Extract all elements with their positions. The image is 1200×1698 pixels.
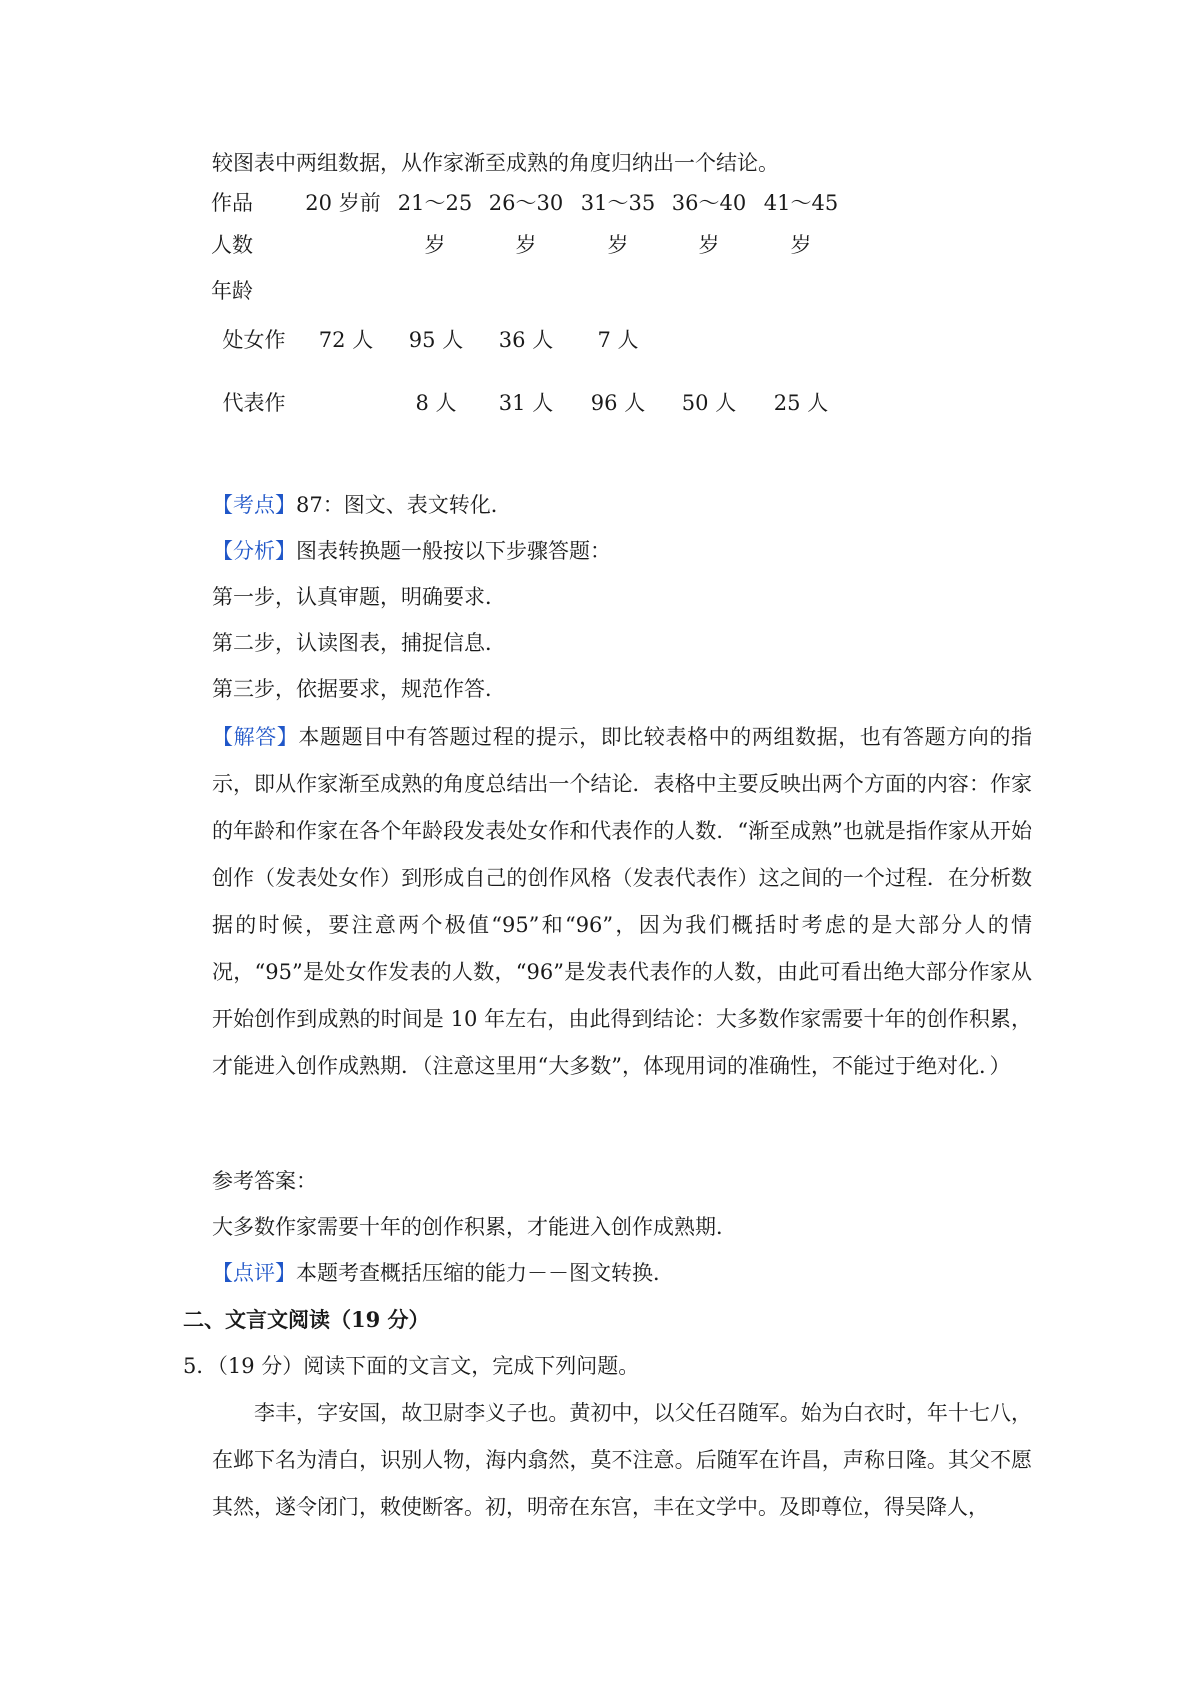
age-group-header: 31～35 [580, 191, 656, 215]
table-cell: 8 人 [415, 391, 457, 415]
classical-passage: 李丰，字安国，故卫尉李义子也。黄初中，以父任召随军。始为白衣时，年十七八，在邺下名为清白，识别人物，海内翕然，莫不注意。后随军在许昌，声称日隆。其父不愿其然，遂令闭门，敕使断客。初，明帝在东宫，丰在文学中。及即尊位，得吴降人， [212, 1401, 1032, 1519]
section-heading: 二、文言文阅读（19 分） [183, 1307, 430, 1332]
dianping-text: 本题考查概括压缩的能力－－图文转换． [296, 1261, 674, 1285]
table-cell: 25 人 [773, 391, 829, 415]
fenxi-line [212, 536, 1032, 566]
row-label-masterpiece: 代表作 [222, 391, 286, 415]
corner-label-count: 人数 [211, 233, 253, 257]
kaodian-tag: 【考点】 [212, 493, 296, 517]
age-group-header: 36～40 [671, 191, 747, 215]
intro-text: 较图表中两组数据，从作家渐至成熟的角度归纳出一个结论。 [212, 151, 779, 175]
step-3: 第三步，依据要求，规范作答． [212, 677, 506, 701]
age-group-unit: 岁 [607, 233, 629, 257]
table-cell: 36 人 [498, 328, 554, 352]
table-cell: 7 人 [597, 328, 639, 352]
jieda-tag: 【解答】 [212, 725, 299, 749]
fenxi-tag: 【分析】 [212, 539, 296, 563]
dianping-line [212, 1258, 1032, 1288]
table-cell: 50 人 [681, 391, 737, 415]
reference-label: 参考答案： [212, 1169, 317, 1193]
table-cell: 95 人 [408, 328, 464, 352]
step-2: 第二步，认读图表，捕捉信息． [212, 631, 506, 655]
age-group-header: 20 岁前 [305, 191, 381, 215]
table-cell: 72 人 [318, 328, 374, 352]
fenxi-text: 图表转换题一般按以下步骤答题： [296, 539, 611, 563]
corner-label-age: 年龄 [211, 279, 253, 303]
age-group-header: 26～30 [488, 191, 564, 215]
step-1: 第一步，认真审题，明确要求． [212, 585, 506, 609]
row-label-debut: 处女作 [222, 328, 286, 352]
table-cell: 96 人 [590, 391, 646, 415]
age-group-header: 21～25 [397, 191, 473, 215]
age-group-header: 41～45 [763, 191, 839, 215]
table-cell: 31 人 [498, 391, 554, 415]
age-group-unit: 岁 [424, 233, 446, 257]
kaodian-text: 87：图文、表文转化． [296, 493, 512, 517]
jieda-paragraph [212, 714, 1032, 1144]
corner-label-works: 作品 [211, 191, 253, 215]
jieda-text: 本题题目中有答题过程的提示，即比较表格中的两组数据，也有答题方向的指示，即从作家渐至成熟的角度总结出一个结论．表格中主要反映出两个方面的内容：作家的年龄和作家在各个年龄段发表处女作和代表作的人数．“渐至成熟”也就是指作家从开始创作（发表处女作）到形成自己的创作风格（发表代表作）这之间的一个过程．在分析数据的时候，要注意两个极值“95”和“96”，因为我们概括时考虑的是大部分人的情况，“95”是处女作发表的人数，“96”是发表代表作的人数，由此可看出绝大部分作家从开始创作到成熟的时间是 10 年左右，由此得到结论：大多数作家需要十年的创作积累，才能进入创作成熟期．（注意这里用“大多数”，体现用词的准确性，不能过于绝对化．） [212, 725, 1033, 1078]
reference-answer: 大多数作家需要十年的创作积累，才能进入创作成熟期． [212, 1215, 737, 1239]
age-group-unit: 岁 [790, 233, 812, 257]
question-5: 5．（19 分）阅读下面的文言文，完成下列问题。 [183, 1354, 640, 1378]
age-group-unit: 岁 [515, 233, 537, 257]
kaodian-line [212, 490, 1032, 520]
dianping-tag: 【点评】 [212, 1261, 296, 1285]
age-group-unit: 岁 [698, 233, 720, 257]
